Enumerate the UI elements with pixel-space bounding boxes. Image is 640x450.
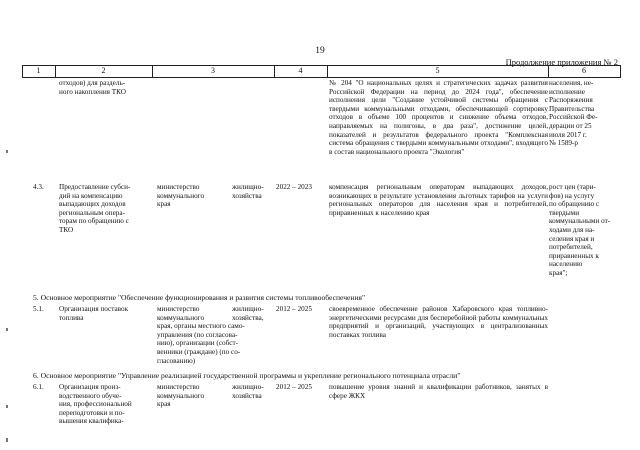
section-5-title: 5. Основное мероприятие "Обеспечение функционирования и развития системы топливообеспечения" [33,293,366,302]
column-number-4: 4 [298,66,303,75]
row-4-3-period: 2022 – 2023 [276,183,312,191]
column-divider [620,65,621,78]
row-6-1-executor: министерство коммунального края [157,383,205,409]
prev-row-consequence: населения, не- исполнение Распоряжения Правительства Российской Фе- дерации от 25 июля 2017 г. № 1589-р [549,79,598,148]
column-number-6: 6 [582,66,586,75]
row-6-1-period: 2012 – 2025 [276,383,312,391]
column-number-2: 2 [101,66,106,75]
row-5-1-executor-extra: жилищно- хозяйства, [232,305,264,322]
row-4-3-number: 4.3. [33,183,44,191]
continuation-label: Продолжение приложения № 2 [505,57,618,67]
column-number-5: 5 [435,66,440,75]
scan-artifact [6,438,8,442]
row-4-3-executor-extra: жилищно- хозяйства [232,183,264,200]
row-4-3-result: компенсация региональным операторам выпадающих доходов, возникающих в результате установления льготных тарифов на услуги региональных операторов для населения края и потребителей, приравненных к населению края [329,183,548,217]
column-number-3: 3 [211,66,215,75]
row-6-1-executor-extra: жилищно- хозяйства [232,383,264,400]
scan-artifact [6,328,8,331]
row-6-1-name: Организация произ- водственного обуче- ния, профессиональной переподготовки и по- вышения квалифика- [59,383,132,426]
row-5-1-executor: министерство коммунального края, органы местного само- управления (по согласова- нию), организации (собст- венники (граждане) (по со- гласованию) [157,305,245,365]
row-5-1-number: 5.1. [33,305,44,313]
prev-row-result: № 204 "О национальных целях и стратегических задачах развития Российской Федерации на период до 2024 года", обеспечение исполнения цели "Создание устойчивой системы обращения с твердыми коммунальными отходами, обеспечивающей сортировку отходов в объеме 100 процентов и снижение объема отходов, направляемых на полигоны, в два раза", достижение целей, показателей и результатов федерального проекта "Комплексная система обращения с твердыми коммунальными отходами", входящего в состав национального проекта "Экология" [329,79,548,156]
row-6-1-result: повышение уровня знаний и квалификации работников, занятых в сфере ЖКХ [329,383,548,400]
row-4-3-name: Предоставление субси- дий на компенсацию выпадающих доходов региональным опера- торам по обращению с ТКО [59,183,131,234]
row-4-3-executor: министерство коммунального края [157,183,205,209]
row-5-1-name: Организация поставок топлива [59,305,129,322]
scan-artifact [6,405,8,408]
row-4-3-consequence: рост цен (тари- фов) на услугу по обращению с твердыми коммунальными от- ходами для на- селения края и потребителей, приравненных к населению края"; [549,183,611,277]
section-6-title: 6. Основное мероприятие "Управление реализацией государственной программы и укрепление регионального потенциала отрасли" [33,371,461,380]
table-header-bottom-rule [22,77,620,78]
row-6-1-number: 6.1. [33,383,44,391]
scan-artifact [6,150,8,153]
page-number: 19 [315,46,325,56]
column-number-1: 1 [36,66,41,75]
prev-row-name: отходов) для раздель- ного накопления ТКО [59,79,126,96]
row-5-1-period: 2012 – 2025 [276,305,312,313]
row-5-1-result: своевременное обеспечение районов Хабаровского края топливно-энергетическими ресурсами для бесперебойной работы коммунальных предприятий и организаций, участвующих в централизованных поставках топлива [329,305,548,339]
